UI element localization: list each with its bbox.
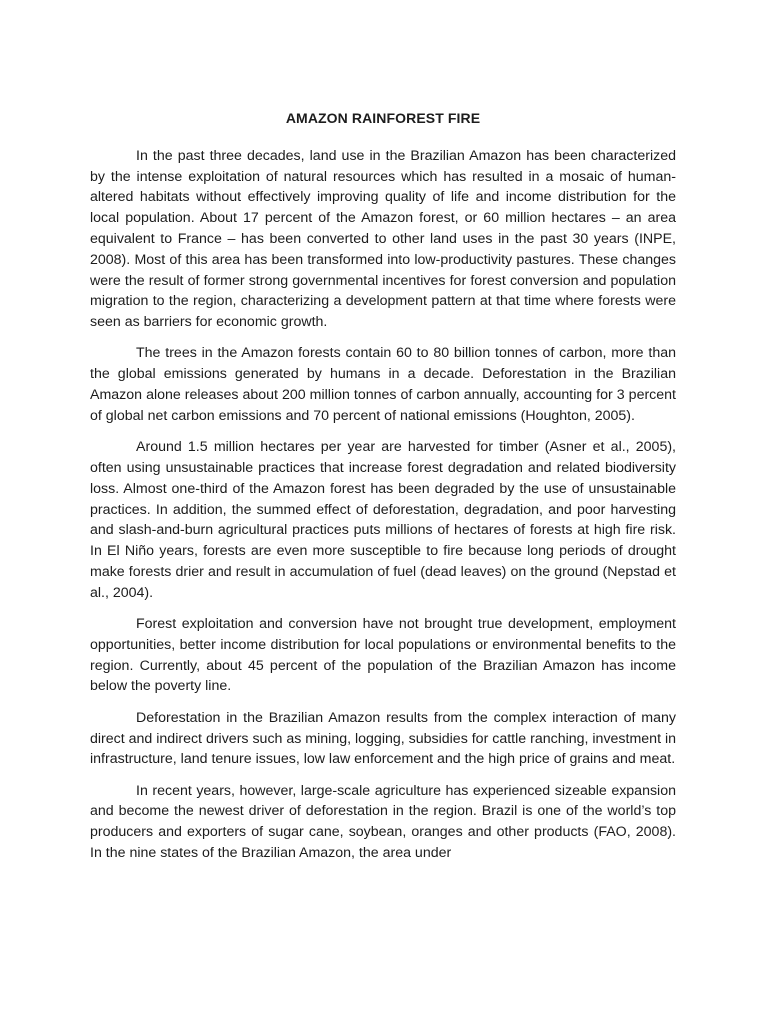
paragraph-6: In recent years, however, large-scale agriculture has experienced sizeable expansion and become the newest driver of deforestation in the region. Brazil is one of the world’s top producers and exporters of sugar cane, soybean, oranges and other products (FAO, 2008). In the nine states of the Brazilian Amazon, the area under [90,782,676,861]
document-title: AMAZON RAINFOREST FIRE [285,110,481,126]
paragraph-1: In the past three decades, land use in the Brazilian Amazon has been characterized by the intense exploitation of natural resources which has resulted in a mosaic of human-altered habitats without effectively improving quality of life and income distribution for the local population. About 17 percent of the Amazon forest, or 60 million hectares – an area equivalent to France – has been converted to other land uses in the past 30 years (INPE, 2008). Most of this area has been transformed into low-productivity pastures. These changes were the result of former strong governmental incentives for forest conversion and population migration to the region, characterizing a development pattern at that time where forests were seen as barriers for economic growth. [90,147,676,331]
paragraph-5: Deforestation in the Brazilian Amazon results from the complex interaction of many direct and indirect drivers such as mining, logging, subsidies for cattle ranching, investment in infrastructure, land tenure issues, low law enforcement and the high price of grains and meat. [90,709,676,768]
paragraph-4: Forest exploitation and conversion have not brought true development, employment opportunities, better income distribution for local populations or environmental benefits to the region. Currently, about 45 percent of the population of the Brazilian Amazon has income below the poverty line. [90,616,676,695]
document-body [90,108,676,874]
paragraph-2: The trees in the Amazon forests contain 60 to 80 billion tonnes of carbon, more than the global emissions generated by humans in a decade. Deforestation in the Brazilian Amazon alone releases about 200 million tonnes of carbon annually, accounting for 3 percent of global net carbon emissions and 70 percent of national emissions (Houghton, 2005). [90,345,676,424]
paragraph-3: Around 1.5 million hectares per year are harvested for timber (Asner et al., 2005), often using unsustainable practices that increase forest degradation and related biodiversity loss. Almost one-third of the Amazon forest has been degraded by the use of unsustainable practices. In addition, the summed effect of deforestation, degradation, and poor harvesting and slash-and-burn agricultural practices puts millions of hectares of forests at high fire risk. In El Niño years, forests are even more susceptible to fire because long periods of drought make forests drier and result in accumulation of fuel (dead leaves) on the ground (Nepstad et al., 2004). [90,439,676,601]
